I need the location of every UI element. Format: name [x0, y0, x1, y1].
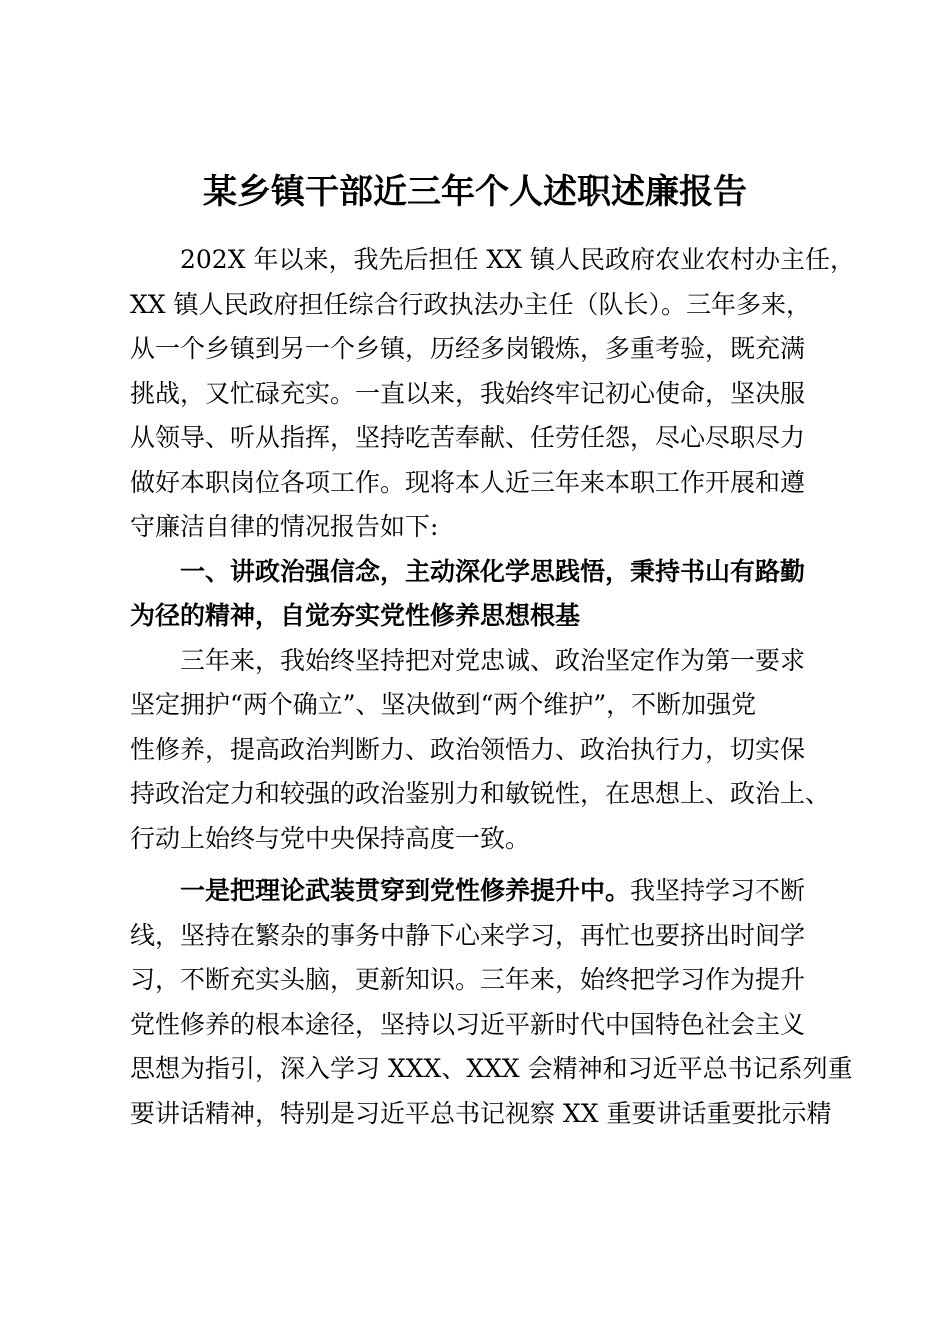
intro-paragraph	[130, 238, 855, 550]
point-1-line: 线，坚持在繁杂的事务中静下心来学习，再忙也要挤出时间学	[130, 920, 806, 950]
point-1-first-rest: 我坚持学习不断	[630, 876, 806, 905]
point-1-first-line	[130, 869, 836, 914]
point-1-line: 党性修养的根本途径，坚持以习近平新时代中国特色社会主义	[130, 1009, 806, 1039]
section-1-heading-line: 一、讲政治强信念，主动深化学思践悟，秉持书山有路勤	[180, 556, 806, 586]
point-1-line: 习，不断充实头脑，更新知识。三年来，始终把学习作为提升	[130, 965, 806, 994]
document-body	[130, 238, 855, 1136]
section-1-line: 坚定拥护“两个确立”、坚决做到“两个维护”，不断加强党	[130, 690, 757, 719]
document-title: 某乡镇干部近三年个人述职述廉报告	[203, 172, 747, 212]
section-1-heading	[130, 550, 836, 639]
intro-line: 从领导、听从指挥，坚持吃苦奉献、任劳任怨，尽心尽职尽力	[130, 423, 806, 452]
intro-line: 挑战，又忙碌充实。一直以来，我始终牢记初心使命，坚决服	[130, 378, 806, 408]
point-1-lead: 一是把理论武装贯穿到党性修养提升中。	[180, 876, 631, 905]
section-1-line: 性修养，提高政治判断力、政治领悟力、政治执行力，切实保	[130, 734, 806, 764]
section-1-paragraph	[130, 639, 836, 862]
intro-line: 做好本职岗位各项工作。现将本人近三年来本职工作开展和遵	[130, 467, 806, 497]
point-1-paragraph	[130, 869, 853, 1136]
intro-line: 202X 年以来，我先后担任 XX 镇人民政府农业农村办主任，	[180, 245, 855, 274]
intro-line: XX 镇人民政府担任综合行政执法办主任（队长）。三年多来，	[130, 289, 812, 319]
point-1-line: 思想为指引，深入学习 XXX、XXX 会精神和习近平总书记系列重	[130, 1054, 853, 1083]
point-1-line: 要讲话精神，特别是习近平总书记视察 XX 重要讲话重要批示精	[130, 1098, 832, 1128]
section-1-line: 持政治定力和较强的政治鉴别力和敏锐性，在思想上、政治上、	[130, 779, 831, 808]
intro-line: 守廉洁自律的情况报告如下:	[130, 512, 439, 541]
paragraph-spacer	[130, 861, 836, 869]
intro-line: 从一个乡镇到另一个乡镇，历经多岗锻炼，多重考验，既充满	[130, 334, 806, 363]
section-1-line: 三年来，我始终坚持把对党忠诚、政治坚定作为第一要求	[180, 645, 806, 675]
section-1-line: 行动上始终与党中央保持高度一致。	[130, 823, 531, 853]
section-1-heading-line: 为径的精神，自觉夯实党性修养思想根基	[130, 601, 581, 630]
